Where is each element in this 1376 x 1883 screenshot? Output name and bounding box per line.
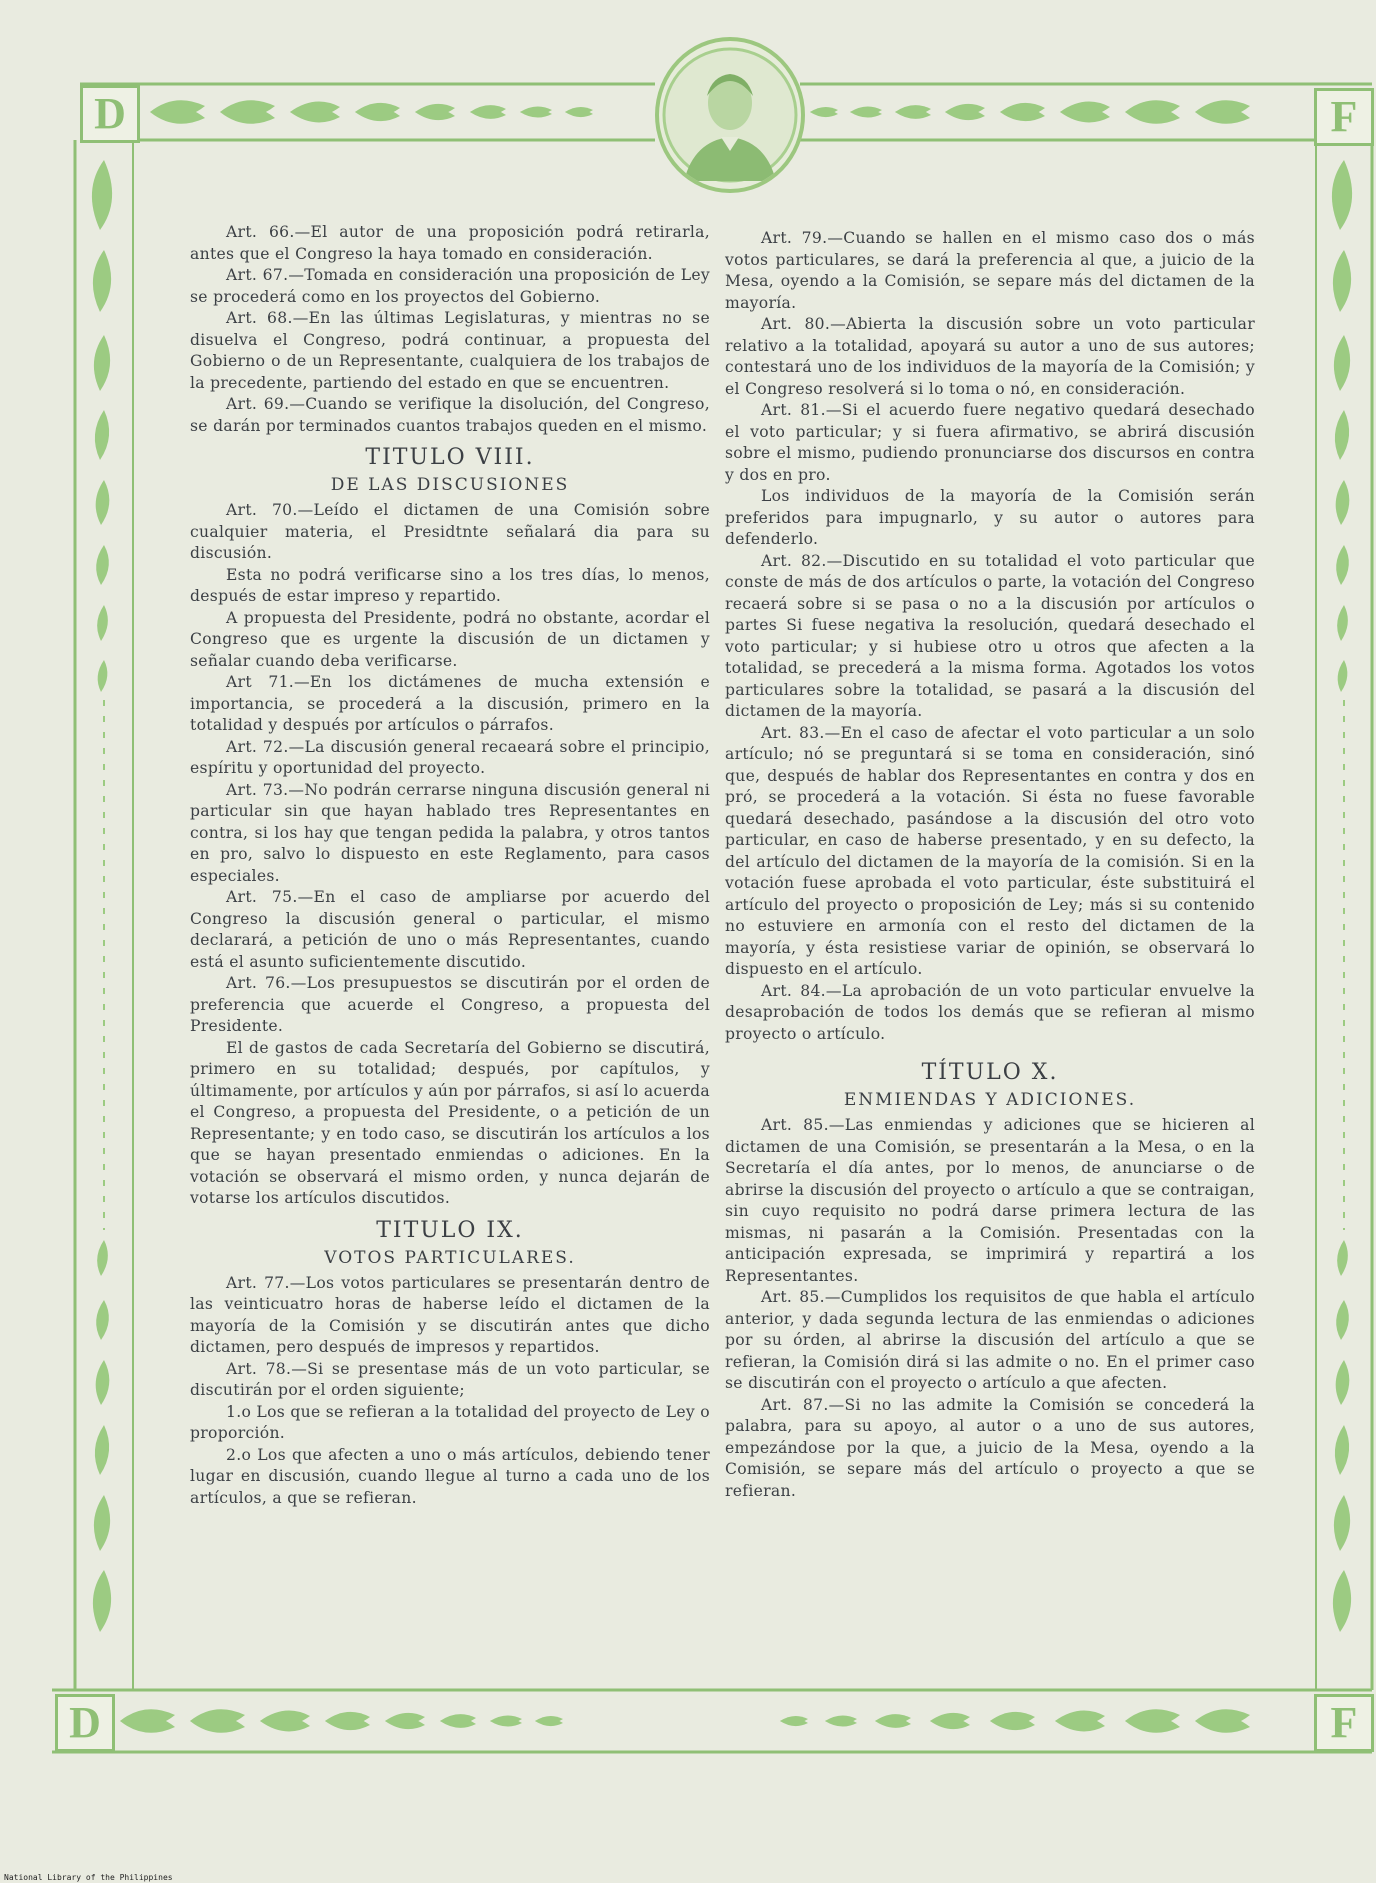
article-77: Art. 77.—Los votos particulares se presentarán dentro de las veinticuatro horas de haberse leído el dictamen de la mayoría de la Comisión y se discutirán antes que dicho dictamen, pero después de impresos y repartidos. [190, 1273, 710, 1356]
article-81-paragraph-2: Los individuos de la mayoría de la Comisión serán preferidos para impugnarlo, y su autor o autores para defenderlo. [725, 487, 1255, 548]
article-80: Art. 80.—Abierta la discusión sobre un voto particular relativo a la totalidad, apoyará su autor a uno de sus autores; contestará uno de los individuos de la mayoría de la Comisión; y el Congreso resolverá si lo toma o nó, en consideración. [725, 315, 1255, 398]
title-viii-subheading: DE LAS DISCUSIONES [330, 475, 570, 495]
article-70-paragraph-3: A propuesta del Presidente, podrá no obstante, acordar el Congreso que es urgente la discusión de un dictamen y señalar cuando deba verificarse. [190, 608, 710, 670]
article-78-item-2: 2.o Los que afecten a uno o más artículos, debiendo tener lugar en discusión, cuando llegue al turno a cada uno de los artículos, a que se refieran. [190, 1445, 710, 1507]
article-83: Art. 83.—En el caso de afectar el voto particular a un solo artículo; nó se preguntará si se toma en consideración, sinó que, después de hablar dos Representantes en contra y dos en pró, se procederá a la votación. Si ésta no fuese favorable quedará desechado, pasándose a la discusión del otro voto particular, en caso de haberse presentado, y en su defecto, la del artículo del dictamen de la mayoría de la comisión. Si en la votación fuese aprobada el voto particular, éste substituirá el artículo del proyecto o proposición de Ley; más si su contenido no estuviere en armonía con el resto del dictamen de la mayoría, y ésta resistiese variar de opinión, se observará lo dispuesto en el artículo. [725, 723, 1255, 978]
article-69: Art. 69.—Cuando se verifique la disolución, del Congreso, se darán por terminados cuantos trabajos queden en el mismo. [190, 395, 710, 435]
title-ix-subheading: VOTOS PARTICULARES. [324, 1247, 576, 1268]
corner-letter-bottom-right: F [1314, 1694, 1374, 1752]
article-76: Art. 76.—Los presupuestos se discutirán por el orden de preferencia que acuerde el Congreso, a propuesta del Presidente. [190, 974, 710, 1035]
corner-letter-top-right: F [1314, 88, 1374, 146]
title-x-subheading: ENMIENDAS Y ADICIONES. [843, 1090, 1137, 1110]
portrait-medallion-icon [655, 37, 805, 193]
title-ix-heading: TITULO IX. [376, 1217, 524, 1243]
article-75: Art. 75.—En el caso de ampliarse por acuerdo del Congreso la discusión general o particular, el mismo declarará, a petición de uno o más Representantes, cuando está el asunto suficientemente discutido. [190, 888, 710, 971]
article-84: Art. 84.—La aprobación de un voto particular envuelve la desaprobación de todos los demás que se refieran al mismo proyecto o artículo. [725, 981, 1255, 1043]
article-85: Art. 85.—Las enmiendas y adiciones que se hicieren al dictamen de una Comisión, se presentarán a la Mesa, o en la Secretaría el día antes, por lo menos, de anunciarse o de abrirse la discusión del proyecto o artículo a que se contraigan, sin cuyo requisito no podrá darse primera lectura de las mismas, ni pasarán a la Comisión. Presentadas con la anticipación expresada, se imprimirá y repartirá a los Representantes. [725, 1116, 1255, 1285]
article-86: Art. 85.—Cumplidos los requisitos de que habla el artículo anterior, y dada segunda lectura de las enmiendas o adiciones por su órden, al abrirse la discusión del artículo a que se refieran, la Comisión dirá si las admite o no. En el primer caso se discutirán con el proyecto o artículo a que afecten. [725, 1288, 1255, 1392]
article-72: Art. 72.—La discusión general recaeará sobre el principio, espíritu y oportunidad del proyecto. [190, 737, 710, 777]
article-82: Art. 82.—Discutido en su totalidad el voto particular que conste de más de dos artículos o parte, la votación del Congreso recaerá sobre si se pasa o no a la discusión por artículos o partes Si fuese negativa la resolución, quedará desechado el voto particular; y si hubiese otro u otros que afecten a la totalidad, se precederá a la misma forma. Agotados los votos particulares sobre la totalidad, se pasará a la discusión del dictamen de la mayoría. [725, 551, 1255, 720]
corner-letter-bottom-left: D [55, 1694, 115, 1752]
corner-letter-top-left: D [80, 85, 140, 143]
article-78-item-1: 1.o Los que se refieran a la totalidad del proyecto de Ley o proporción. [190, 1402, 710, 1442]
article-78: Art. 78.—Si se presentase más de un voto particular, se discutirán por el orden siguiente; [190, 1359, 710, 1399]
article-68: Art. 68.—En las últimas Legislaturas, y mientras no se disuelva el Congreso, podrá continuar, a propuesta del Gobierno o de un Representante, cualquiera de los trabajos de la precedente, partiendo del estado en que se encuentren. [190, 309, 710, 392]
article-66: Art. 66.—El autor de una proposición podrá retirarla, antes que el Congreso la haya tomado en consideración. [190, 223, 710, 263]
article-73: Art. 73.—No podrán cerrarse ninguna discusión general ni particular sin que hayan hablado tres Representantes en contra, si los hay que tengan pedida la palabra, y otros tantos en pro, salvo lo dispuesto en este Reglamento, para casos especiales. [190, 780, 710, 885]
title-viii-heading: TITULO VIII. [365, 445, 535, 470]
article-87: Art. 87.—Si no las admite la Comisión se concederá la palabra, para su apoyo, al autor o a uno de sus autores, empezándose por la que, a juicio de la Mesa, oyendo a la Comisión, se separe más del artículo o proyecto a que se refieran. [725, 1395, 1255, 1500]
article-70-paragraph-2: Esta no podrá verificarse sino a los tres días, lo menos, después de estar impreso y repartido. [190, 565, 710, 605]
library-credit: National Library of the Philippines [4, 1873, 173, 1882]
article-81: Art. 81.—Si el acuerdo fuere negativo quedará desechado el voto particular; y si fuera afirmativo, se abrirá discusión sobre el mismo, pudiendo pronunciarse dos discursos en contra y dos en pro. [725, 401, 1255, 484]
title-x-heading: TÍTULO X. [921, 1060, 1059, 1085]
article-67: Art. 67.—Tomada en consideración una proposición de Ley se procederá como en los proyectos del Gobierno. [190, 266, 710, 306]
article-70: Art. 70.—Leído el dictamen de una Comisión sobre cualquier materia, el Presidtnte señalará dia para su discusión. [190, 501, 710, 562]
article-79: Art. 79.—Cuando se hallen en el mismo caso dos o más votos particulares, se dará la preferencia al que, a juicio de la Mesa, oyendo a la Comisión, se separe más del dictamen de la mayoría. [725, 229, 1255, 312]
article-71: Art 71.—En los dictámenes de mucha extensión e importancia, se procederá a la discusión, primero en la totalidad y después por artículos o párrafos. [190, 673, 710, 734]
article-76-paragraph-2: El de gastos de cada Secretaría del Gobierno se discutirá, primero en su totalidad; después, por capítulos, y últimamente, por artículos y aún por párrafos, si así lo acuerda el Congreso, a propuesta del Presidente, o a petición de un Representante; y en todo caso, se discutirán los artículos a los que se hayan presentado enmiendas o adiciones. En la votación se observará el mismo orden, y nunca dejarán de votarse los artículos discutidos. [190, 1038, 710, 1207]
right-text-column [725, 228, 1255, 1502]
left-text-column [190, 222, 710, 1509]
